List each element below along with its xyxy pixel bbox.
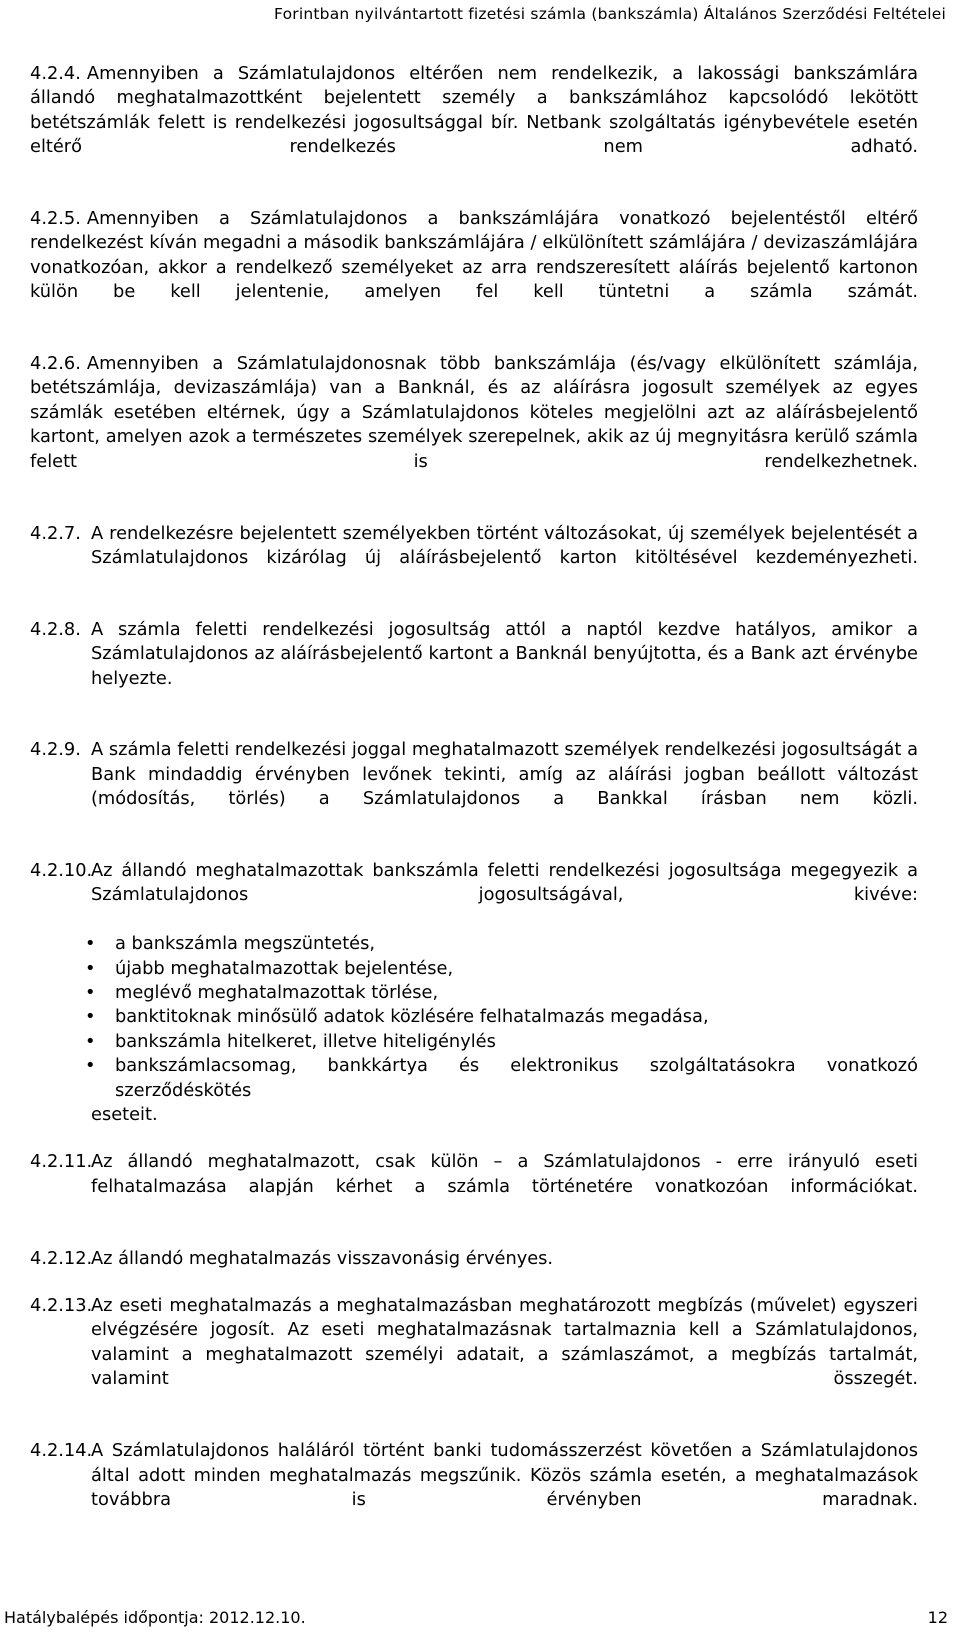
- section-4-2-5: [30, 207, 918, 329]
- page-number: 12: [927, 1608, 948, 1627]
- section-text: Amennyiben a Számlatulajdonos a bankszámlájára vonatkozó bejelentéstől eltérő rendelkezést kíván megadni a második bankszámlájára / elkülönített számlájára / devizaszámlájára vonatkozóan, akkor a rendelkező személyeket az arra rendszeresített aláírás bejelentő kartonon külön be kell jelentenie, amelyen fel kell tüntetni a számla számát.: [30, 208, 918, 303]
- section-4-2-13: [30, 1294, 918, 1416]
- section-text: A Számlatulajdonos haláláról történt banki tudomásszerzést követően a Számlatulajdonos által adott minden meghatalmazás megszűnik. Közös számla esetén, a meghatalmazások továbbra is érvényben maradnak.: [91, 1440, 918, 1510]
- section-number: 4.2.7.: [30, 522, 81, 544]
- section-4-2-14: [30, 1439, 918, 1537]
- section-4-2-9: [30, 738, 918, 836]
- section-number: 4.2.14.: [30, 1440, 93, 1462]
- section-number: 4.2.12.: [30, 1247, 93, 1269]
- document-header-title: Forintban nyilvántartott fizetési számla (bankszámla) Általános Szerződési Feltételei: [274, 5, 946, 23]
- section-number: 4.2.11.: [30, 1151, 93, 1173]
- list-item: • bankszámla hitelkeret, illetve hiteligénylés: [91, 1030, 918, 1054]
- section-text: A rendelkezésre bejelentett személyekben történt változásokat, új személyek bejelentését a Számlatulajdonos kizárólag új aláírásbejelentő karton kitöltésével kezdeményezheti.: [91, 522, 918, 568]
- section-closing-text: eseteit.: [91, 1104, 158, 1126]
- section-number: 4.2.10.: [30, 859, 93, 881]
- section-number: 4.2.5.: [30, 208, 81, 230]
- section-4-2-11: [30, 1150, 918, 1223]
- section-number: 4.2.9.: [30, 739, 81, 761]
- section-number: 4.2.13.: [30, 1295, 93, 1317]
- section-text: Az eseti meghatalmazás a meghatalmazásban meghatározott megbízás (művelet) egyszeri elvégzésére jogosít. Az eseti meghatalmazásnak tartalmaznia kell a Számlatulajdonos, valamint a meghatalmazott személyi adatait, a számlaszámot, a megbízás tartalmát, valamint összegét.: [91, 1295, 918, 1390]
- section-4-2-12: [30, 1247, 918, 1271]
- section-4-2-7: [30, 522, 918, 595]
- section-4-2-6: [30, 352, 918, 498]
- section-text: A számla feletti rendelkezési jogosultság attól a naptól kezdve hatályos, amikor a Számlatulajdonos az aláírásbejelentő kartont a Banknál benyújtotta, és a Bank azt érvénybe helyezte.: [91, 618, 918, 689]
- section-text: Az állandó meghatalmazás visszavonásig érvényes.: [91, 1247, 554, 1269]
- section-text: Amennyiben a Számlatulajdonos eltérően nem rendelkezik, a lakossági bankszámlára állandó meghatalmazottként bejelentett személy a bankszámlához kapcsolódó lekötött betétszámlák felett is rendelkezési jogosultsággal bír. Netbank szolgáltatás igénybevétele esetén eltérő rendelkezés nem adható.: [30, 63, 918, 158]
- list-item: • újabb meghatalmazottak bejelentése,: [91, 957, 918, 981]
- document-body: [30, 62, 918, 1560]
- section-4-2-10: [30, 859, 918, 1127]
- section-text: Amennyiben a Számlatulajdonosnak több bankszámlája (és/vagy elkülönített számlája, betétszámlája, devizaszámlája) van a Banknál, és az aláírásra jogosult személyek az egyes számlák esetében eltérnek, úgy a Számlatulajdonos köteles megjelölni azt az aláírásbejelentő kartont, amelyen azok a természetes személyek szerepelnek, akik az új megnyitásra kerülő számla felett is rendelkezhetnek.: [30, 353, 918, 472]
- exception-list: [91, 932, 918, 1103]
- list-item: • meglévő meghatalmazottak törlése,: [91, 981, 918, 1005]
- section-number: 4.2.4.: [30, 63, 81, 84]
- list-item: • bankszámlacsomag, bankkártya és elektronikus szolgáltatásokra vonatkozó szerződéskötés: [91, 1054, 918, 1103]
- section-text: A számla feletti rendelkezési joggal meghatalmazott személyek rendelkezési jogosultságát a Bank mindaddig érvényben levőnek tekinti, amíg az aláírási jogban beállott változást (módosítás, törlés) a Számlatulajdonos a Bankkal írásban nem közli.: [91, 739, 918, 810]
- section-4-2-4: [30, 62, 918, 184]
- list-item: • banktitoknak minősülő adatok közlésére felhatalmazás megadása,: [91, 1005, 918, 1029]
- section-text: Az állandó meghatalmazottak bankszámla feletti rendelkezési jogosultsága megegyezik a Számlatulajdonos jogosultságával, kivéve:: [91, 859, 918, 906]
- section-4-2-8: [30, 618, 918, 716]
- section-text: Az állandó meghatalmazott, csak külön – a Számlatulajdonos - erre irányuló eseti felhatalmazása alapján kérhet a számla történetére vonatkozóan információkat.: [91, 1151, 918, 1197]
- page-footer: [4, 1608, 948, 1627]
- effective-date: Hatálybalépés időpontja: 2012.12.10.: [4, 1608, 306, 1627]
- section-number: 4.2.6.: [30, 353, 81, 375]
- list-item: • a bankszámla megszüntetés,: [91, 932, 918, 956]
- section-number: 4.2.8.: [30, 618, 81, 640]
